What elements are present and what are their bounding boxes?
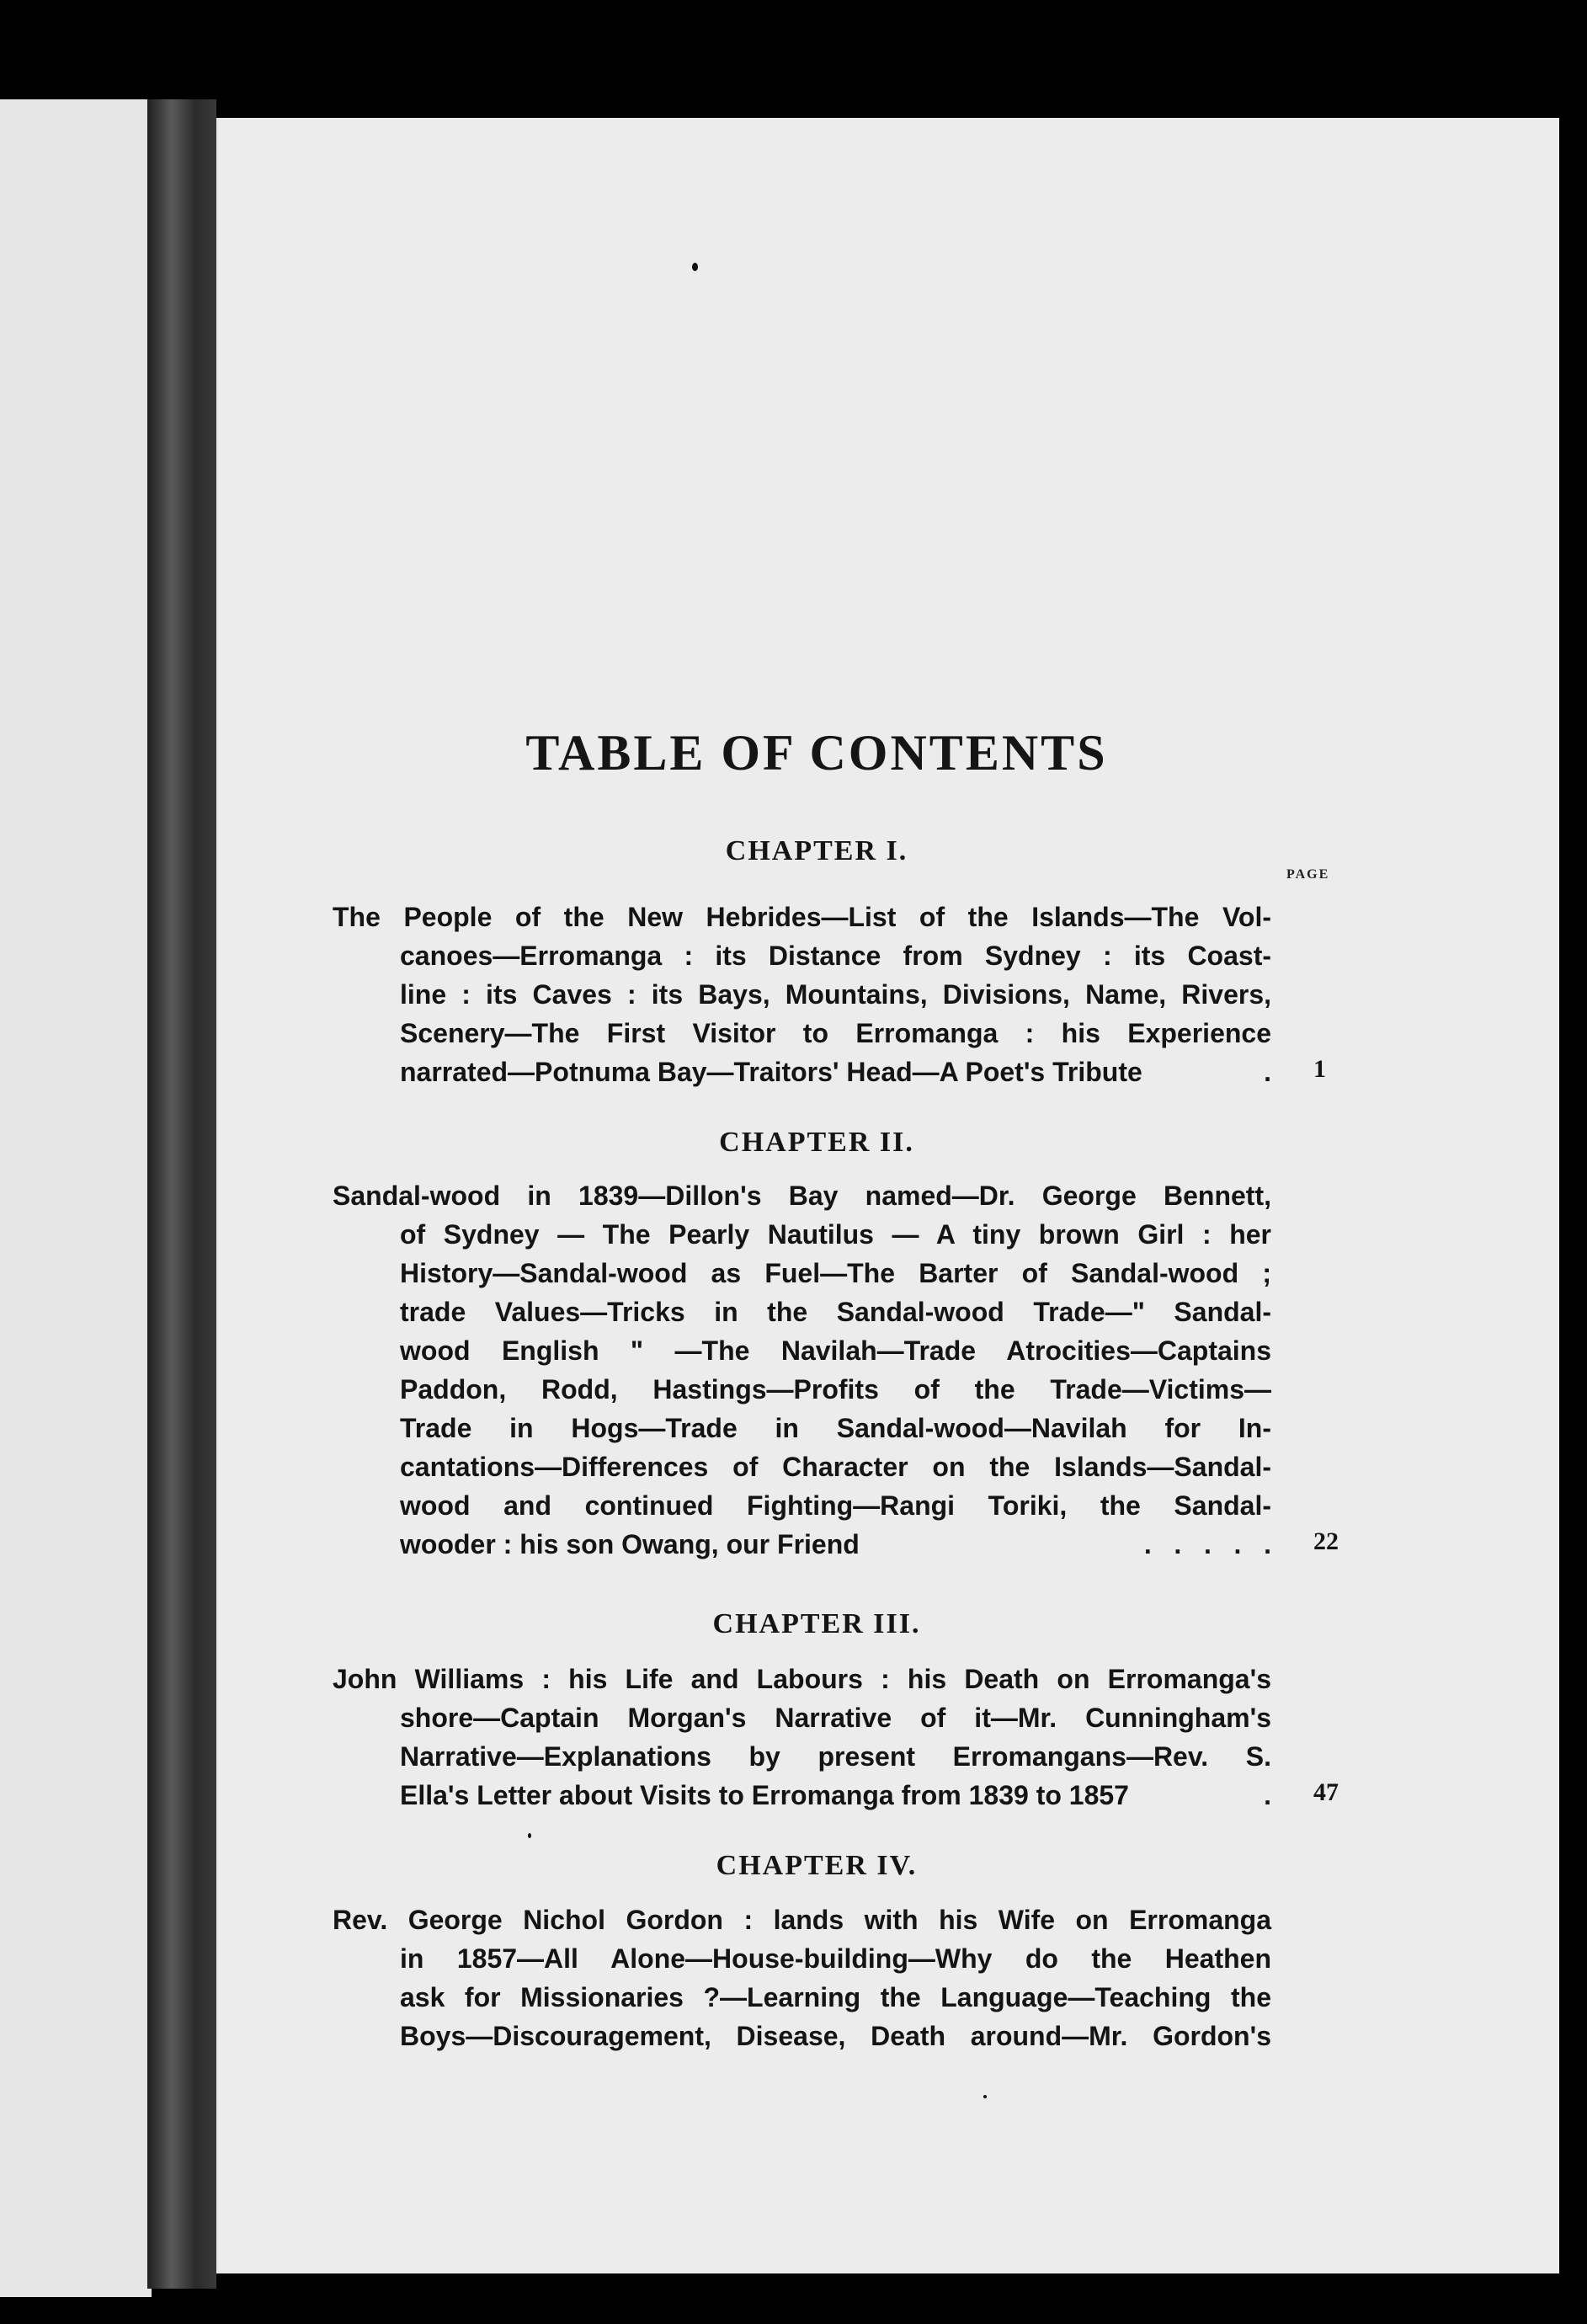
book-gutter (147, 99, 216, 2289)
summary-last-line (333, 1053, 1271, 1091)
summary-line: trade Values—Tricks in the Sandal-wood Trade—" Sandal- (400, 1297, 1271, 1327)
dot-leader: . (1264, 1780, 1271, 1810)
chapter-summary (333, 1176, 1271, 1564)
summary-line: of Sydney — The Pearly Nautilus — A tiny brown Girl : her (400, 1219, 1271, 1250)
summary-line: in 1857—All Alone—House-building—Why do the Heathen (400, 1943, 1271, 1974)
summary-line: ask for Missionaries ?—Learning the Language—Teaching the (400, 1982, 1271, 2012)
ink-speck (983, 2095, 987, 2098)
summary-line: Trade in Hogs—Trade in Sandal-wood—Navilah for In- (400, 1413, 1271, 1443)
chapter-summary (333, 1900, 1271, 2055)
dot-leader: . . . . . (1143, 1529, 1271, 1559)
page-number: 22 (1313, 1527, 1339, 1555)
page-number: 47 (1313, 1778, 1339, 1806)
summary-line: Rev. George Nichol Gordon : lands with his Wife on Erromanga (333, 1905, 1271, 1935)
summary-line: The People of the New Hebrides—List of the Islands—The Vol- (333, 902, 1271, 932)
summary-line: John Williams : his Life and Labours : his Death on Erromanga's (333, 1664, 1271, 1694)
summary-line: wood English " —The Navilah—Trade Atrocities—Captains (400, 1335, 1271, 1366)
summary-line: wooder : his son Owang, our Friend (400, 1529, 860, 1559)
summary-line: Ella's Letter about Visits to Erromanga from 1839 to 1857 (400, 1780, 1129, 1810)
page-title: TABLE OF CONTENTS (525, 725, 1108, 781)
summary-last-line (333, 1776, 1271, 1815)
summary-line: Scenery—The First Visitor to Erromanga : his Experience (400, 1018, 1271, 1048)
chapter-summary (333, 898, 1271, 1091)
summary-line: Boys—Discouragement, Disease, Death around—Mr. Gordon's (400, 2021, 1271, 2051)
facing-page-edge (0, 99, 152, 2297)
summary-line: cantations—Differences of Character on the Islands—Sandal- (400, 1452, 1271, 1482)
summary-last-line (333, 1525, 1271, 1564)
chapter-summary (333, 1660, 1271, 1815)
chapter-heading: CHAPTER IV. (716, 1850, 918, 1881)
chapter-heading: CHAPTER I. (725, 835, 908, 866)
summary-line: canoes—Erromanga : its Distance from Sydney : its Coast- (400, 941, 1271, 971)
ink-speck (528, 1833, 531, 1838)
chapter-heading: CHAPTER III. (712, 1608, 921, 1639)
summary-line: wood and continued Fighting—Rangi Toriki, the Sandal- (400, 1490, 1271, 1521)
summary-line: Paddon, Rodd, Hastings—Profits of the Trade—Victims— (400, 1374, 1271, 1405)
summary-line: History—Sandal-wood as Fuel—The Barter of Sandal-wood ; (400, 1258, 1271, 1288)
summary-line: Narrative—Explanations by present Erromangans—Rev. S. (400, 1741, 1271, 1772)
page-number: 1 (1313, 1055, 1326, 1083)
summary-line: shore—Captain Morgan's Narrative of it—Mr. Cunningham's (400, 1703, 1271, 1733)
chapter-heading: CHAPTER II. (719, 1127, 914, 1158)
summary-line: narrated—Potnuma Bay—Traitors' Head—A Poet's Tribute (400, 1057, 1142, 1087)
ink-speck (692, 263, 698, 271)
dot-leader: . (1264, 1057, 1271, 1087)
summary-line: Sandal-wood in 1839—Dillon's Bay named—Dr. George Bennett, (333, 1181, 1271, 1211)
page-column-label: PAGE (1286, 867, 1330, 882)
summary-line: line : its Caves : its Bays, Mountains, Divisions, Name, Rivers, (400, 979, 1271, 1010)
